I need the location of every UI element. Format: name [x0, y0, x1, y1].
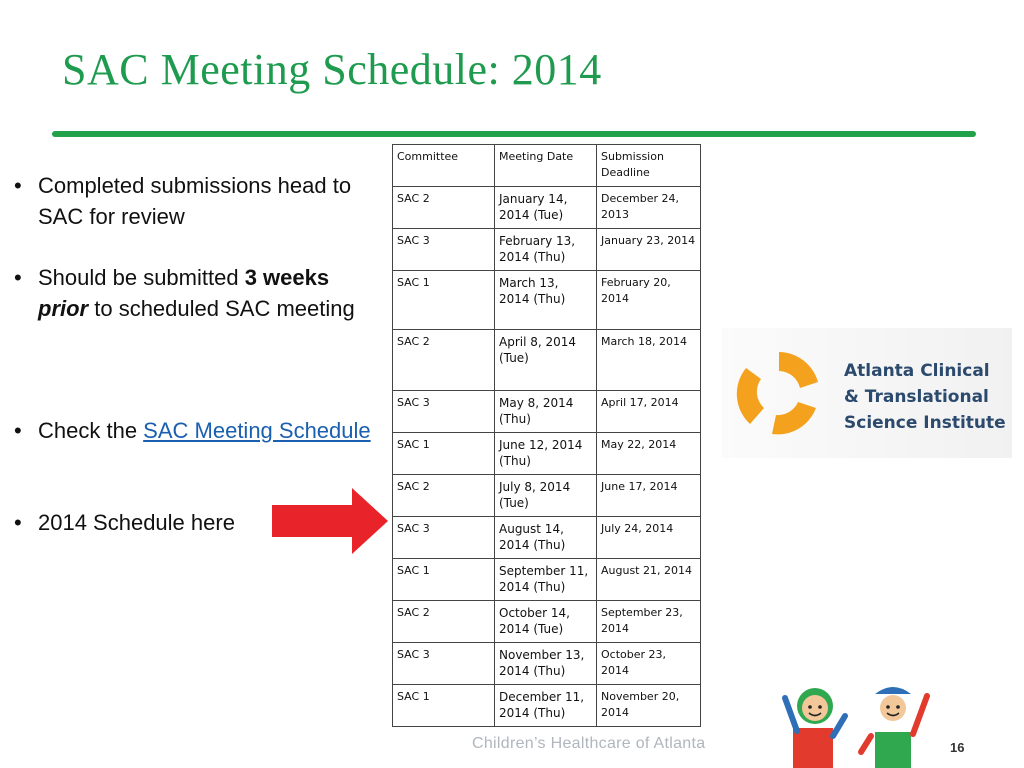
cell-meeting-date: January 14, 2014 (Tue): [495, 187, 597, 229]
cell-meeting-date: April 8, 2014 (Tue): [495, 330, 597, 391]
red-arrow-icon: [272, 488, 388, 554]
table-row: [393, 229, 701, 271]
table-row: [393, 433, 701, 475]
bullet-review-text: Completed submissions head to SAC for review: [38, 173, 352, 229]
table-row: [393, 643, 701, 685]
cell-meeting-date: September 11, 2014 (Thu): [495, 559, 597, 601]
bullet-check-schedule: [14, 415, 374, 446]
cell-committee: SAC 1: [393, 559, 495, 601]
cell-meeting-date: February 13, 2014 (Thu): [495, 229, 597, 271]
logo-line-2: & Translational: [844, 387, 989, 407]
cell-submission-deadline: December 24, 2013: [597, 187, 701, 229]
cell-submission-deadline: March 18, 2014: [597, 330, 701, 391]
cell-committee: SAC 2: [393, 330, 495, 391]
cell-committee: SAC 3: [393, 517, 495, 559]
cell-committee: SAC 2: [393, 187, 495, 229]
bullet-review: [14, 170, 374, 232]
cell-committee: SAC 3: [393, 643, 495, 685]
page-number: 16: [950, 740, 965, 755]
title-divider: [52, 131, 976, 137]
cell-submission-deadline: September 23, 2014: [597, 601, 701, 643]
actsi-logo: [722, 328, 1012, 458]
schedule-table: [392, 144, 701, 727]
table-row: [393, 517, 701, 559]
cell-meeting-date: June 12, 2014 (Thu): [495, 433, 597, 475]
table-row: [393, 330, 701, 391]
footer-brand: Children’s Healthcare of Atlanta: [472, 735, 706, 752]
table-row: [393, 601, 701, 643]
bullet-check-text: Check the: [38, 418, 144, 443]
bullet-deadline-rest: to scheduled SAC meeting: [88, 296, 355, 321]
sac-meeting-schedule-link[interactable]: SAC Meeting Schedule: [143, 418, 371, 443]
table-row: [393, 391, 701, 433]
cell-committee: SAC 1: [393, 433, 495, 475]
cell-committee: SAC 1: [393, 685, 495, 727]
table-header-row: [393, 145, 701, 187]
cell-submission-deadline: April 17, 2014: [597, 391, 701, 433]
cell-committee: SAC 3: [393, 391, 495, 433]
cell-meeting-date: May 8, 2014 (Thu): [495, 391, 597, 433]
cell-submission-deadline: August 21, 2014: [597, 559, 701, 601]
bullet-deadline-prior: prior: [38, 296, 89, 321]
cell-meeting-date: August 14, 2014 (Thu): [495, 517, 597, 559]
cell-meeting-date: October 14, 2014 (Tue): [495, 601, 597, 643]
cell-submission-deadline: July 24, 2014: [597, 517, 701, 559]
cell-submission-deadline: October 23, 2014: [597, 643, 701, 685]
table-row: [393, 559, 701, 601]
header-committee: Committee: [393, 145, 495, 187]
cell-meeting-date: March 13, 2014 (Thu): [495, 271, 597, 330]
header-meeting-date: Meeting Date: [495, 145, 597, 187]
bullet-deadline: [14, 262, 374, 324]
cell-submission-deadline: January 23, 2014: [597, 229, 701, 271]
cell-submission-deadline: May 22, 2014: [597, 433, 701, 475]
table-row: [393, 271, 701, 330]
cell-submission-deadline: June 17, 2014: [597, 475, 701, 517]
cell-committee: SAC 1: [393, 271, 495, 330]
bullet-schedule-text: 2014 Schedule here: [38, 510, 235, 535]
bullet-deadline-weeks: 3 weeks: [244, 265, 330, 290]
cell-meeting-date: July 8, 2014 (Tue): [495, 475, 597, 517]
table-row: [393, 475, 701, 517]
logo-line-1: Atlanta Clinical: [844, 361, 990, 381]
children-mascot-icon: [775, 676, 945, 768]
cell-submission-deadline: February 20, 2014: [597, 271, 701, 330]
slide-title: SAC Meeting Schedule: 2014: [62, 45, 602, 94]
table-row: [393, 187, 701, 229]
header-submission-deadline: Submission Deadline: [597, 145, 701, 187]
cell-committee: SAC 2: [393, 601, 495, 643]
table-row: [393, 685, 701, 727]
cell-meeting-date: December 11, 2014 (Thu): [495, 685, 597, 727]
cell-committee: SAC 3: [393, 229, 495, 271]
cell-submission-deadline: November 20, 2014: [597, 685, 701, 727]
cell-meeting-date: November 13, 2014 (Thu): [495, 643, 597, 685]
bullet-deadline-text: Should be submitted: [38, 265, 245, 290]
logo-line-3: Science Institute: [844, 413, 1006, 433]
actsi-swirl-icon: [724, 338, 834, 448]
cell-committee: SAC 2: [393, 475, 495, 517]
